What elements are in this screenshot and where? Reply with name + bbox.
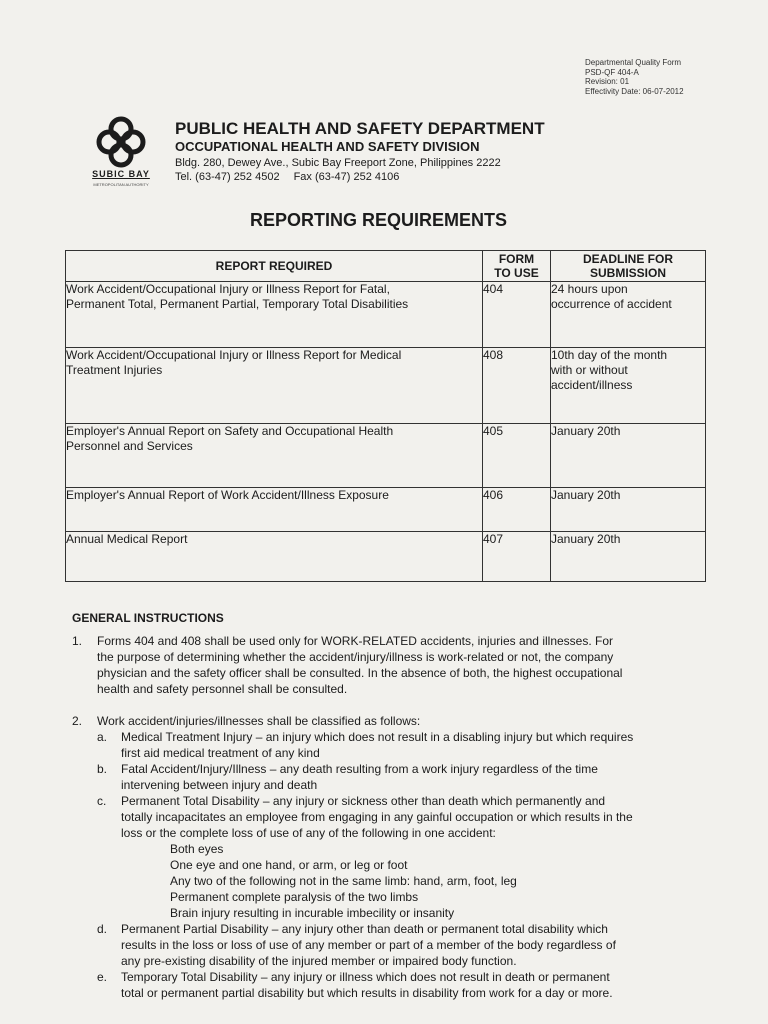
- reporting-requirements-table: [65, 250, 706, 582]
- header-form-to-use: FORM TO USE: [483, 251, 551, 282]
- instruction-line: any pre-existing disability of the injured member or impaired body function.: [121, 954, 517, 968]
- logo-subtext: METROPOLITAN AUTHORITY: [93, 182, 149, 187]
- instruction-line: Permanent Total Disability – any injury or sickness other than death which permanently and: [121, 794, 606, 808]
- deadline-cell: January 20th: [551, 488, 706, 532]
- instruction-line: Permanent Partial Disability – any injury other than death or permanent total disability which: [121, 922, 608, 936]
- instruction-line: Forms 404 and 408 shall be used only for WORK-RELATED accidents, injuries and illnesses. For: [97, 634, 614, 648]
- table-header-row: [66, 251, 706, 282]
- table-row: [66, 424, 706, 488]
- form-meta-line: Effectivity Date: 06-07-2012: [585, 86, 684, 96]
- instruction-line: health and safety personnel shall be consulted.: [97, 682, 348, 696]
- instruction-line: Fatal Accident/Injury/Illness – any death resulting from a work injury regardless of the time: [121, 762, 598, 776]
- instruction-line: Work accident/injuries/illnesses shall be classified as follows:: [97, 714, 421, 728]
- deadline-cell: 24 hours upon occurrence of accident: [551, 282, 706, 348]
- instruction-line: first aid medical treatment of any kind: [121, 746, 320, 760]
- form-cell: 408: [483, 348, 551, 424]
- form-cell: 407: [483, 532, 551, 582]
- general-instructions-heading: GENERAL INSTRUCTIONS: [72, 611, 224, 625]
- telephone: Tel. (63-47) 252 4502: [175, 171, 280, 183]
- instruction-line: Temporary Total Disability – any injury or illness which does not result in death or permanent: [121, 970, 610, 984]
- report-cell: Employer's Annual Report of Work Accident/Illness Exposure: [66, 488, 483, 532]
- instruction-line: loss or the complete loss of use of any of the following in one accident:: [121, 826, 496, 840]
- instruction-number: 1.: [72, 634, 83, 648]
- address: Bldg. 280, Dewey Ave., Subic Bay Freeport Zone, Philippines 2222: [175, 157, 501, 169]
- report-cell: Annual Medical Report: [66, 532, 483, 582]
- division-title: OCCUPATIONAL HEALTH AND SAFETY DIVISION: [175, 139, 480, 154]
- logo-emblem-icon: [90, 115, 152, 169]
- sub-item-letter: c.: [97, 794, 107, 808]
- disability-list-item: Both eyes: [170, 842, 224, 856]
- form-cell: 404: [483, 282, 551, 348]
- report-cell: Employer's Annual Report on Safety and Occupational Health Personnel and Services: [66, 424, 483, 488]
- deadline-cell: 10th day of the month with or without accident/illness: [551, 348, 706, 424]
- report-cell: Work Accident/Occupational Injury or Illness Report for Fatal, Permanent Total, Permanent Partial, Temporary Total Disabilities: [66, 282, 483, 348]
- form-cell: 406: [483, 488, 551, 532]
- disability-list-item: Permanent complete paralysis of the two limbs: [170, 890, 419, 904]
- disability-list-item: One eye and one hand, or arm, or leg or foot: [170, 858, 408, 872]
- form-meta-line: Revision: 01: [585, 77, 630, 86]
- sub-item-letter: b.: [97, 762, 108, 776]
- subic-bay-logo: [90, 115, 152, 193]
- instruction-line: intervening between injury and death: [121, 778, 318, 792]
- contact-line: [175, 171, 399, 183]
- fax: Fax (63-47) 252 4106: [293, 171, 400, 183]
- sub-item-letter: a.: [97, 730, 108, 744]
- table-row: [66, 282, 706, 348]
- page-title: REPORTING REQUIREMENTS: [250, 210, 508, 230]
- deadline-cell: January 20th: [551, 424, 706, 488]
- department-title: PUBLIC HEALTH AND SAFETY DEPARTMENT: [175, 119, 545, 138]
- table-row: [66, 348, 706, 424]
- instruction-line: total or permanent partial disability but which results in disability from work for a day or more.: [121, 986, 613, 1000]
- instruction-line: the purpose of determining whether the accident/injury/illness is work-related or not, the company: [97, 650, 614, 664]
- table-row: [66, 532, 706, 582]
- form-cell: 405: [483, 424, 551, 488]
- report-cell: Work Accident/Occupational Injury or Illness Report for Medical Treatment Injuries: [66, 348, 483, 424]
- table-row: [66, 488, 706, 532]
- sub-item-letter: e.: [97, 970, 108, 984]
- form-meta-line: PSD-QF 404-A: [585, 67, 639, 77]
- header-report-required: REPORT REQUIRED: [66, 251, 483, 282]
- instruction-line: physician and the safety officer shall be consulted. In the absence of both, the highest occupational: [97, 666, 623, 680]
- deadline-cell: January 20th: [551, 532, 706, 582]
- header-deadline: DEADLINE FOR SUBMISSION: [551, 251, 706, 282]
- logo-name: SUBIC BAY: [92, 169, 150, 179]
- instruction-line: results in the loss or loss of use of any member or part of a member of the body regardless of: [121, 938, 616, 952]
- instruction-line: totally incapacitates an employee from engaging in any gainful occupation or which results in the: [121, 810, 633, 824]
- instruction-line: Medical Treatment Injury – an injury which does not result in a disabling injury but which requires: [121, 730, 634, 744]
- instruction-number: 2.: [72, 714, 83, 728]
- form-metadata: [585, 58, 684, 96]
- disability-list-item: Brain injury resulting in incurable imbecility or insanity: [170, 906, 455, 920]
- disability-list-item: Any two of the following not in the same limb: hand, arm, foot, leg: [170, 874, 517, 888]
- sub-item-letter: d.: [97, 922, 108, 936]
- form-meta-line: Departmental Quality Form: [585, 58, 682, 67]
